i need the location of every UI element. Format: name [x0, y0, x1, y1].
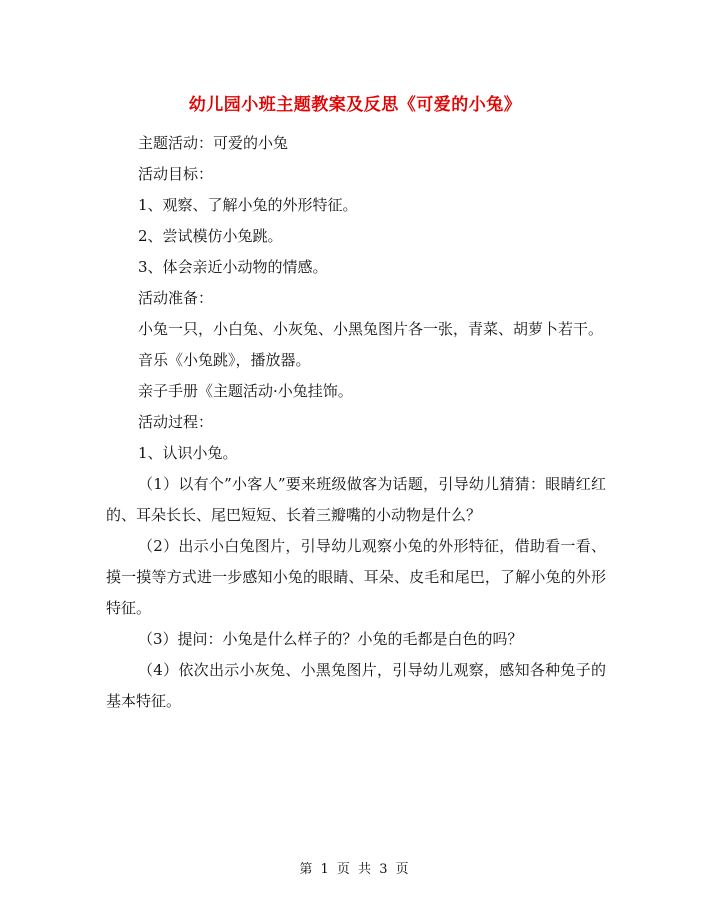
paragraph-theme-activity: 主题活动：可爱的小兔	[138, 134, 289, 152]
paragraph-goal-2: 2、尝试模仿小兔跳。	[138, 227, 283, 245]
page-footer: 第 1 页 共 3 页	[299, 862, 411, 877]
document-title: 幼儿园小班主题教案及反思《可爱的小兔》	[188, 95, 522, 115]
paragraph-prep-handbook: 亲子手册《主题活动·小兔挂饰。	[138, 382, 353, 400]
paragraph-goal-1: 1、观察、了解小兔的外形特征。	[138, 196, 358, 214]
paragraph-goals-heading: 活动目标：	[138, 165, 214, 183]
paragraph-prep-materials: 小兔一只，小白兔、小灰兔、小黑兔图片各一张，青菜、胡萝卜若干。	[138, 320, 604, 338]
paragraph-step-1: 1、认识小兔。	[138, 444, 238, 462]
paragraph-step-1-2: （2）出示小白兔图片，引导幼儿观察小兔的外形特征，借助看一看、摸一摸等方式进一步感知小兔的眼睛、耳朵、皮毛和尾巴，了解小兔的外形特征。	[106, 537, 606, 617]
paragraph-process-heading: 活动过程：	[138, 413, 214, 431]
paragraph-step-1-3: （3）提问：小兔是什么样子的？小兔的毛都是白色的吗？	[138, 630, 523, 648]
paragraph-prep-music: 音乐《小兔跳》，播放器。	[138, 351, 311, 369]
paragraph-prep-heading: 活动准备：	[138, 289, 214, 307]
paragraph-step-1-1: （1）以有个”小客人”要来班级做客为话题，引导幼儿猜猜：眼睛红红的、耳朵长长、尾巴短短、长着三瓣嘴的小动物是什么？	[106, 475, 606, 524]
paragraph-step-1-4: （4）依次出示小灰兔、小黑兔图片，引导幼儿观察，感知各种兔子的基本特征。	[106, 661, 606, 710]
paragraph-goal-3: 3、体会亲近小动物的情感。	[138, 258, 328, 276]
document-body	[106, 128, 606, 717]
